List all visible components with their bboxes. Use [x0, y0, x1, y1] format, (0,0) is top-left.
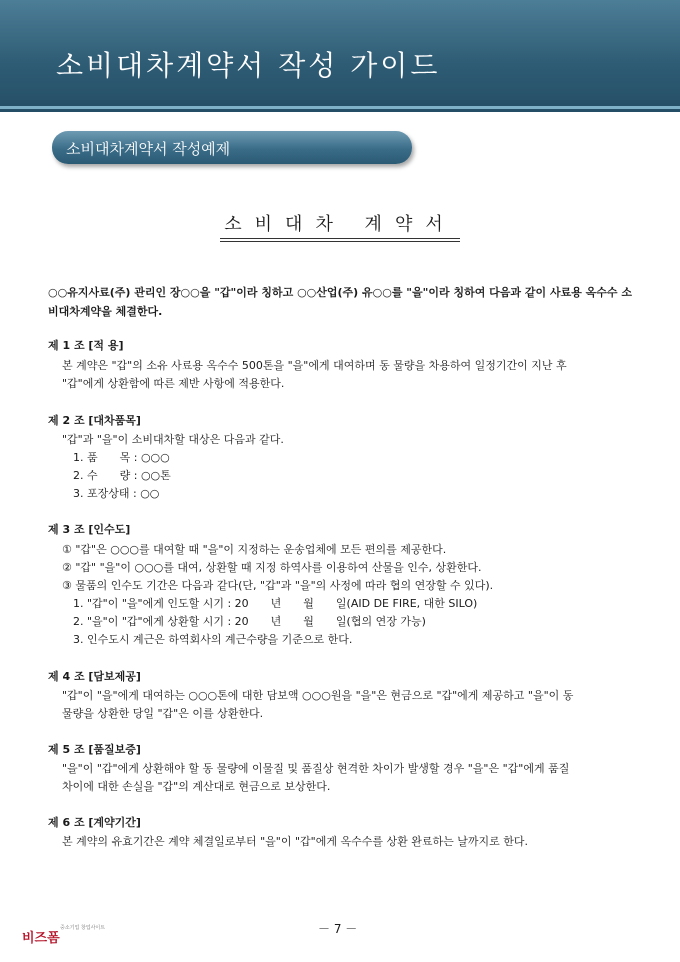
section-label-text: 소비대차계약서 작성예제 — [66, 140, 231, 158]
article-4-line-2: 물량을 상환한 당일 "갑"은 이를 상환한다. — [62, 707, 264, 720]
header-divider — [0, 106, 680, 109]
brand-tagline: 중소기업 창업사이트 — [60, 925, 106, 931]
article-3-line-4: 1. "갑"이 "을"에게 인도할 시기 : 20 년 월 일(AID DE FIRE, 대한 SILO) — [73, 597, 478, 610]
article-1-line-1: 본 계약은 "갑"의 소유 사료용 옥수수 500톤을 "을"에게 대여하며 동 물량을 차용하여 일정기간이 지난 후 — [62, 359, 567, 372]
article-2-line-1: "갑"과 "을"이 소비대차할 대상은 다음과 같다. — [62, 433, 284, 446]
section-label — [52, 131, 412, 164]
title-underline — [220, 238, 460, 239]
page-number: － 7 － — [318, 922, 358, 936]
article-3-line-6: 3. 인수도시 계근은 하역회사의 계근수량을 기준으로 한다. — [73, 633, 353, 646]
article-4-line-1: "갑"이 "을"에게 대여하는 ○○○톤에 대한 담보액 ○○○원을 "을"은 현금으로 "갑"에게 제공하고 "을"이 동 — [62, 689, 574, 702]
article-6-line-1: 본 계약의 유효기간은 계약 체결일로부터 "을"이 "갑"에게 옥수수를 상환 완료하는 날까지로 한다. — [62, 835, 528, 848]
page-title: 소비대차계약서 작성 가이드 — [56, 49, 441, 82]
article-5-line-2: 차이에 대한 손실을 "갑"의 계산대로 현금으로 보상한다. — [62, 780, 331, 793]
document-title: 소비대차 계약서 — [224, 214, 456, 235]
article-2-line-3: 2. 수 량 : ○○톤 — [73, 469, 171, 482]
brand-logo: 비즈폼 — [22, 931, 60, 946]
article-3-line-5: 2. "을"이 "갑"에게 상환할 시기 : 20 년 월 일(협의 연장 가능) — [73, 615, 426, 628]
article-1-heading: 제 1 조 [적 용] — [48, 339, 124, 352]
article-3-line-3: ③ 물품의 인수도 기간은 다음과 같다(단, "갑"과 "을"의 사정에 따라 협의 연장할 수 있다). — [62, 579, 494, 592]
preamble: ○○유지사료(주) 관리인 장○○을 "갑"이라 칭하고 ○○산업(주) 유○○를 "을"이라 칭하여 다음과 같이 사료용 옥수수 소비대차계약을 체결한다. — [48, 286, 633, 318]
article-2-line-4: 3. 포장상태 : ○○ — [73, 487, 160, 500]
article-6-heading: 제 6 조 [계약기간] — [48, 816, 141, 829]
article-3-line-2: ② "갑" "을"이 ○○○를 대여, 상환할 때 지정 하역사를 이용하여 산물을 인수, 상환한다. — [62, 561, 482, 574]
article-4-heading: 제 4 조 [담보제공] — [48, 670, 141, 683]
article-5-heading: 제 5 조 [품질보증] — [48, 743, 141, 756]
article-3-line-1: ① "갑"은 ○○○를 대여할 때 "을"이 지정하는 운송업체에 모든 편의를 제공한다. — [62, 543, 447, 556]
article-5-line-1: "을"이 "갑"에게 상환해야 할 동 물량에 이물질 및 품질상 현격한 차이가 발생할 경우 "을"은 "갑"에게 품질 — [62, 762, 570, 775]
article-3-heading: 제 3 조 [인수도] — [48, 523, 131, 536]
article-1-line-2: "갑"에게 상환함에 따른 제반 사항에 적용한다. — [62, 377, 285, 390]
article-2-heading: 제 2 조 [대차품목] — [48, 414, 141, 427]
article-2-line-2: 1. 품 목 : ○○○ — [73, 451, 170, 464]
title-underline-2 — [220, 241, 460, 242]
